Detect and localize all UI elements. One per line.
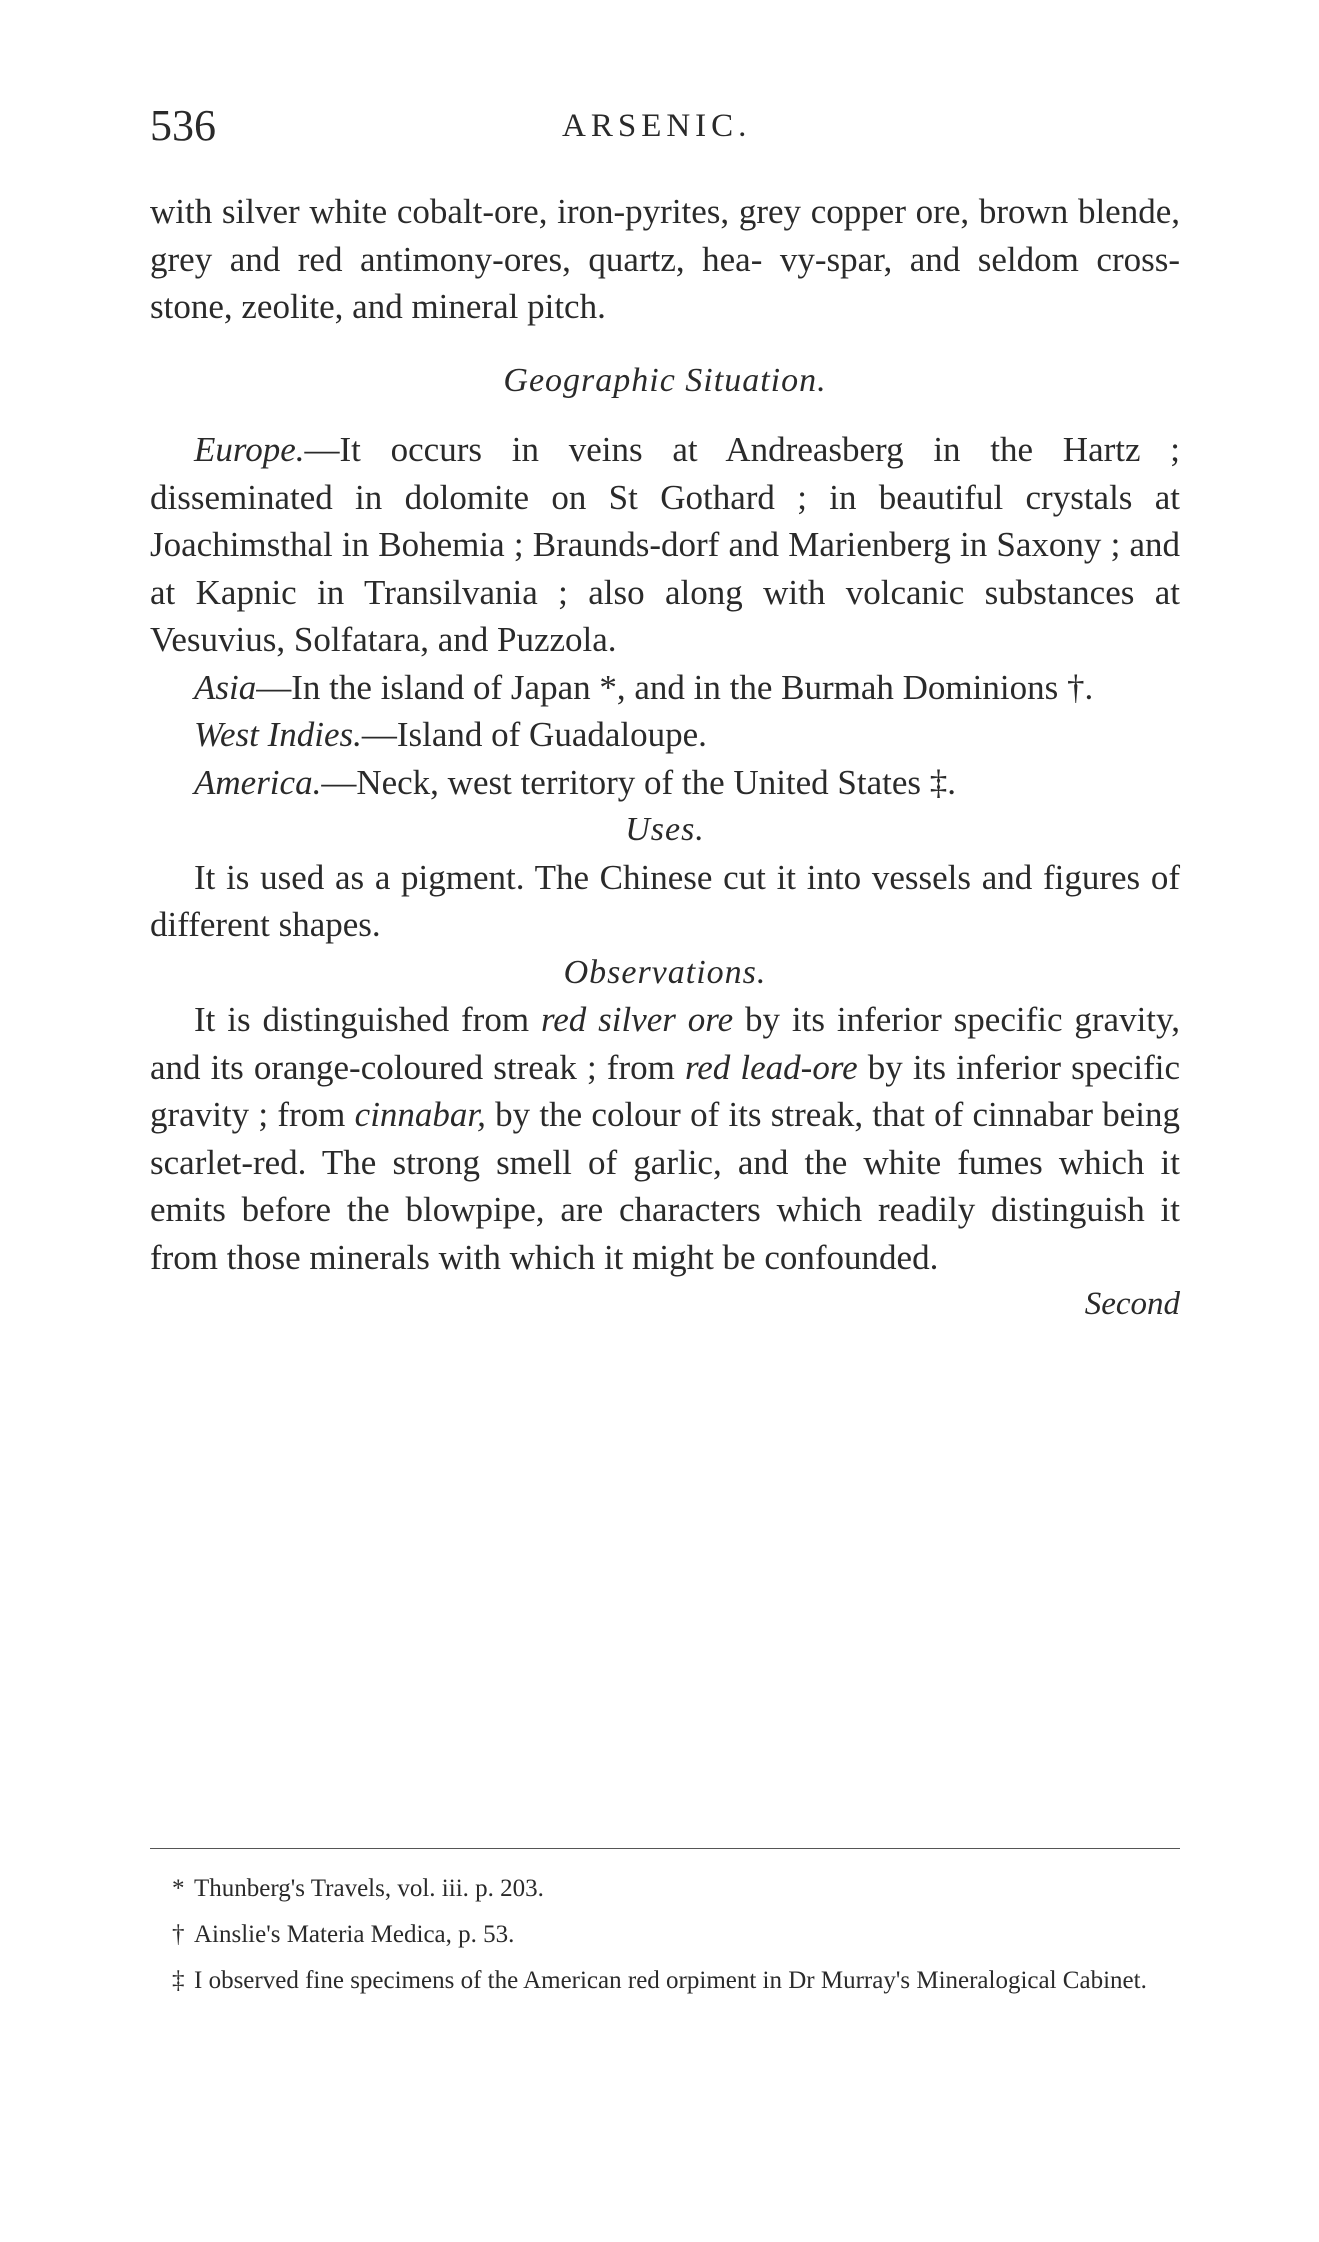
intro-line: with silver white cobalt-ore, iron-pyrites, grey copper ore, [150,192,979,231]
west-indies-label: West Indies. [194,715,362,754]
america-paragraph [150,759,1180,807]
running-head: ARSENIC. [562,108,752,144]
europe-label: Europe. [194,430,305,469]
body-text [150,188,1180,1329]
intro-line: pitch. [527,287,606,326]
obs-term: cinnabar, [354,1095,486,1134]
west-indies-text: —Island of Guadaloupe. [361,715,707,754]
asia-paragraph [150,664,1180,712]
obs-text: by its inferior specific gravity, and its orange-coloured streak ; from [150,1000,1181,1087]
obs-term: red lead-ore [684,1047,858,1087]
footnote-text: Ainslie's Materia Medica, p. 53. [194,1921,515,1948]
footnote [150,1870,1180,1908]
america-text: —Neck, west territory of the United States ‡. [321,762,957,802]
america-label: America. [194,762,322,802]
west-indies-paragraph [150,711,1180,759]
catchword: Second [1084,1286,1180,1322]
intro-line: vy-spar, and seldom cross-stone, zeolite, and mineral [150,239,1180,326]
footnote-mark: † [172,1921,185,1948]
obs-term: red silver ore [540,1000,734,1039]
europe-paragraph [150,426,1180,664]
asia-text: —In the island of Japan *, and in the Burmah Dominions †. [256,667,1094,707]
section-heading-geographic: Geographic Situation. [503,361,827,399]
footnote [150,1962,1180,2000]
page-number: 536 [150,101,216,150]
intro-paragraph [150,188,1180,331]
obs-text: by the colour of its streak, that of cinnabar being scarlet-red. The strong smell of garlic, and the white fumes which it emits before the blowpipe, are characters which readily distinguish it from those minerals with which it might be confounded. [150,1095,1180,1277]
footnote-mark: * [172,1875,185,1902]
obs-text: by its inferior specific gravity ; from [150,1047,1180,1134]
footnote-text: Thunberg's Travels, vol. iii. p. 203. [194,1875,544,1902]
footnote [150,1916,1180,1954]
footnotes [150,1870,1180,2008]
footnote-mark: ‡ [172,1967,185,1994]
observations-paragraph [150,996,1180,1281]
intro-line: brown blende, grey and red antimony-ores, quartz, hea- [150,192,1180,279]
europe-text: —It occurs in veins at Andreasberg in the Hartz ; disseminated in dolomite on St Gothard ; in beautiful crystals at Joachimsthal in Bohemia ; Braunds-dorf and Marienberg in Saxony ; and at Kapnic in Transilvania ; also along with volcanic substances at Vesuvius, Solfatara, and Puzzola. [150,430,1180,659]
asia-label: Asia [194,667,257,707]
footnote-rule [150,1848,1180,1849]
uses-paragraph: It is used as a pigment. The Chinese cut it into vessels and figures of different shapes. [150,857,1180,944]
section-heading-observations: Observations. [563,953,767,991]
section-heading-uses: Uses. [625,811,705,848]
footnote-text: I observed fine specimens of the American red orpiment in Dr Murray's Mineralogical Cabinet. [194,1967,1147,1994]
page-header [150,100,1170,160]
obs-text: It is distinguished from [194,1000,541,1039]
